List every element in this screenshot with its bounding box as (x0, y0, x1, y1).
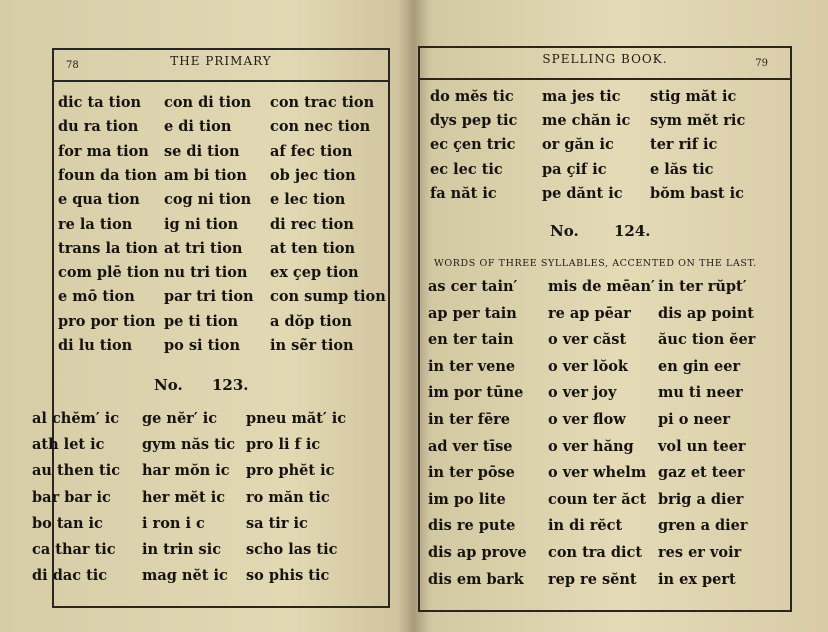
spelling-word: res er voir (658, 544, 742, 561)
spelling-word: af fec tion (270, 142, 353, 160)
spelling-word: o ver joy (548, 384, 617, 402)
spelling-word: dys pep tic (430, 112, 518, 130)
lesson-124-subheading: WORDS OF THREE SYLLABLES, ACCENTED ON THE LAST. (434, 258, 757, 269)
spelling-word: fa năt ic (430, 184, 497, 202)
spelling-word: in ter pōse (428, 464, 515, 482)
right-page-running-title: SPELLING BOOK. (542, 52, 668, 66)
spelling-word: di lu tion (58, 337, 133, 354)
spelling-word: gaz et teer (658, 464, 745, 482)
spelling-word: or găn ic (542, 136, 614, 154)
spelling-word: nu tri tion (164, 264, 248, 282)
spelling-word: in ter rŭpt′ (658, 278, 747, 295)
lesson-label-123: No. (154, 376, 183, 394)
spelling-word: as cer tain′ (428, 278, 518, 295)
spelling-word: dis re pute (428, 517, 516, 535)
spelling-word: o ver whelm (548, 464, 647, 482)
spelling-word: au then tic (32, 462, 121, 480)
spelling-word: brig a dier (658, 490, 744, 508)
spelling-word: o ver hăng (548, 437, 634, 455)
spelling-word: e qua tion (58, 191, 140, 209)
spelling-word: do mĕs tic (430, 88, 514, 105)
spelling-word: se di tion (164, 142, 240, 160)
spelling-word: ro măn tic (246, 488, 330, 506)
spelling-word: ad ver tīse (428, 437, 513, 455)
spelling-word: vol un teer (658, 437, 746, 455)
spelling-word: rep re sĕnt (548, 570, 637, 588)
spelling-word: mu ti neer (658, 384, 743, 402)
spelling-word: a dŏp tion (270, 312, 352, 330)
spelling-word: am bi tion (164, 166, 247, 184)
spelling-word: ec lec tic (430, 160, 503, 178)
spelling-word: trans la tion (58, 239, 158, 257)
spelling-word: ca thar tic (32, 541, 116, 558)
spelling-word: ma jes tic (542, 88, 621, 105)
spelling-word: bŏm bast ic (650, 184, 744, 202)
spelling-word: en ter tain (428, 331, 514, 349)
lesson-label-124: No. (550, 222, 579, 240)
spelling-word: e mō tion (58, 288, 135, 306)
spelling-word: con trac tion (270, 94, 375, 111)
spelling-word: im po lite (428, 490, 506, 508)
spelling-word: e di tion (164, 118, 232, 136)
spelling-word: pro por tion (58, 312, 156, 330)
spelling-word: ath let ic (32, 436, 105, 454)
spelling-word: o ver căst (548, 331, 627, 349)
spelling-word: par tri tion (164, 288, 254, 306)
lesson-number-124: 124. (614, 222, 651, 240)
spelling-word: ap per tain (428, 304, 517, 322)
spelling-word: her mĕt ic (142, 488, 226, 506)
spelling-word: pi o neer (658, 411, 731, 428)
spelling-word: i ron i c (142, 514, 205, 532)
spelling-word: dis ap prove (428, 544, 527, 561)
spelling-word: pa çif ic (542, 160, 607, 178)
spelling-word: dic ta tion (58, 94, 142, 111)
spelling-word: en gin eer (658, 357, 741, 375)
spelling-word: sa tir ic (246, 514, 308, 532)
spelling-word: pro phĕt ic (246, 462, 335, 480)
left-page-running-title: THE PRIMARY (170, 54, 272, 68)
spelling-word: o ver flow (548, 411, 626, 428)
spelling-word: e lec tion (270, 191, 346, 209)
spelling-word: con nec tion (270, 118, 371, 136)
spelling-word: al chĕm′ ic (32, 410, 120, 427)
spelling-word: in ter fēre (428, 411, 511, 428)
right-page-header (418, 46, 792, 80)
spelling-word: re la tion (58, 215, 133, 233)
spelling-word: gren a dier (658, 517, 748, 535)
spelling-word: di rec tion (270, 215, 354, 233)
spelling-word: con di tion (164, 94, 252, 111)
spelling-word: im por tūne (428, 384, 524, 402)
spelling-word: po si tion (164, 337, 240, 354)
spelling-word: in sẽr tion (270, 337, 354, 354)
left-page-number: 78 (66, 60, 79, 71)
spelling-word: mis de mēan′ (548, 278, 655, 295)
spelling-word: pneu măt′ ic (246, 410, 347, 427)
spelling-word: di dac tic (32, 567, 108, 585)
spelling-word: pe ti tion (164, 312, 239, 330)
spelling-word: so phis tic (246, 567, 330, 585)
spelling-word: in ter vene (428, 357, 516, 375)
spelling-word: com plē tion (58, 264, 160, 282)
lesson-number-123: 123. (212, 376, 249, 394)
spelling-word: ob jec tion (270, 166, 356, 184)
spelling-word: dis em bark (428, 570, 524, 588)
spelling-word: o ver lŏok (548, 357, 628, 375)
spelling-word: ge nĕr′ ic (142, 410, 218, 427)
spelling-word: cog ni tion (164, 191, 252, 209)
spelling-word: bo tan ic (32, 514, 103, 532)
left-page-header (52, 48, 390, 82)
spelling-word: ex çep tion (270, 264, 359, 282)
spelling-word: gym năs tic (142, 436, 236, 454)
spelling-word: du ra tion (58, 118, 139, 136)
spelling-word: mag nĕt ic (142, 567, 228, 585)
spelling-word: pro li f ic (246, 436, 321, 454)
spelling-word: ter rif ic (650, 136, 718, 154)
spelling-word: stig măt ic (650, 88, 737, 105)
spelling-word: ec çen tric (430, 136, 516, 154)
spelling-word: at tri tion (164, 239, 243, 257)
spelling-word: in trin sic (142, 541, 222, 558)
spelling-word: foun da tion (58, 166, 158, 184)
spelling-word: con sump tion (270, 288, 386, 306)
spelling-word: har mŏn ic (142, 462, 230, 480)
spelling-word: coun ter ăct (548, 490, 647, 508)
spelling-word: dis ap point (658, 304, 754, 322)
spelling-word: in di rĕct (548, 517, 623, 535)
spelling-word: e lăs tic (650, 160, 714, 178)
spelling-word: ig ni tion (164, 215, 239, 233)
spelling-word: scho las tic (246, 541, 338, 558)
right-page-number: 79 (755, 58, 768, 69)
spelling-word: in ex pert (658, 570, 736, 588)
spelling-word: sym mĕt ric (650, 112, 746, 130)
spelling-word: bar bar ic (32, 488, 111, 506)
right-page (418, 46, 792, 612)
spelling-word: con tra dict (548, 544, 643, 561)
left-page (32, 48, 390, 608)
spelling-word: ăuc tion ĕer (658, 331, 756, 349)
spelling-word: at ten tion (270, 239, 356, 257)
spelling-word: re ap pēar (548, 304, 631, 322)
spelling-word: pe dănt ic (542, 184, 623, 202)
spelling-word: for ma tion (58, 142, 149, 160)
spelling-word: me chăn ic (542, 112, 631, 130)
